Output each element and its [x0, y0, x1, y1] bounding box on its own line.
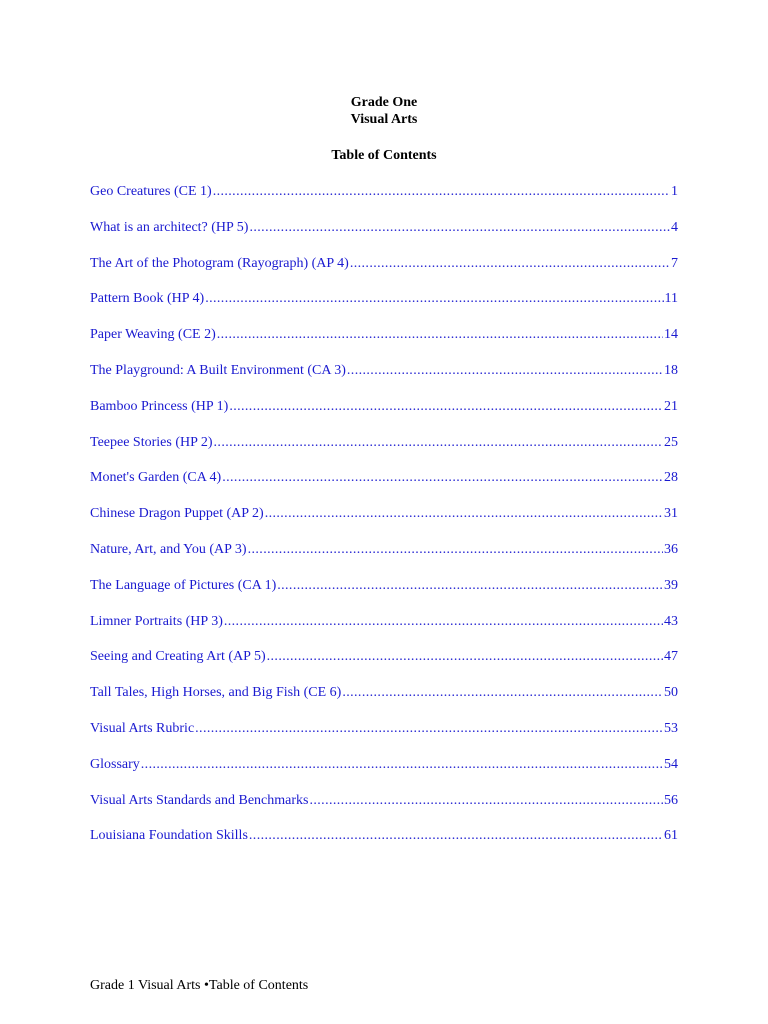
toc-entry[interactable]	[90, 255, 678, 291]
toc-entry[interactable]	[90, 756, 678, 792]
footer-left-text: Grade 1 Visual Arts	[90, 978, 204, 993]
toc-entry[interactable]	[90, 469, 678, 505]
toc-entry[interactable]	[90, 219, 678, 255]
toc-entry-page-number[interactable]: 61	[664, 828, 678, 844]
toc-entry-title[interactable]: Tall Tales, High Horses, and Big Fish (CE 6)	[90, 685, 342, 701]
toc-entry-title[interactable]: Monet's Garden (CA 4)	[90, 470, 222, 486]
toc-entry-title[interactable]: Limner Portraits (HP 3)	[90, 613, 223, 629]
toc-entry[interactable]	[90, 505, 678, 541]
toc-entry[interactable]	[90, 827, 678, 863]
toc-entry[interactable]	[90, 326, 678, 362]
toc-entry-title[interactable]: What is an architect? (HP 5)	[90, 219, 249, 235]
toc-entry-page-number[interactable]: 14	[664, 327, 678, 343]
toc-entry[interactable]	[90, 183, 678, 219]
toc-entry-title[interactable]: Chinese Dragon Puppet (AP 2)	[90, 506, 264, 522]
footer-right-text: Table of Contents	[208, 978, 309, 993]
toc-entry-page-number[interactable]: 50	[664, 685, 678, 701]
toc-entry-page-number[interactable]: 18	[664, 362, 678, 378]
toc-dot-leader	[248, 541, 663, 558]
toc-entry-page-number[interactable]: 11	[664, 291, 678, 307]
toc-entry-title[interactable]: The Art of the Photogram (Rayograph) (AP 4)	[90, 255, 349, 271]
toc-entry-page-number[interactable]: 21	[664, 398, 678, 414]
toc-dot-leader	[222, 469, 663, 486]
toc-entry-title[interactable]: Teepee Stories (HP 2)	[90, 434, 213, 450]
toc-entry[interactable]	[90, 613, 678, 649]
toc-entry[interactable]	[90, 720, 678, 756]
document-header	[0, 94, 768, 128]
toc-entry-title[interactable]: Glossary	[90, 756, 140, 772]
toc-dot-leader	[214, 434, 663, 451]
toc-entry-title[interactable]: Louisiana Foundation Skills	[90, 828, 248, 844]
toc-entry[interactable]	[90, 434, 678, 470]
toc-entry[interactable]	[90, 577, 678, 613]
toc-dot-leader	[229, 398, 663, 415]
toc-entry-title[interactable]: The Language of Pictures (CA 1)	[90, 577, 277, 593]
toc-dot-leader	[224, 613, 663, 630]
toc-dot-leader	[277, 577, 663, 594]
toc-entry-title[interactable]: Bamboo Princess (HP 1)	[90, 398, 229, 414]
toc-dot-leader	[249, 827, 663, 844]
toc-dot-leader	[350, 255, 670, 272]
toc-entry-page-number[interactable]: 36	[664, 541, 678, 557]
page-footer	[90, 977, 308, 994]
toc-entry-page-number[interactable]: 28	[664, 470, 678, 486]
toc-dot-leader	[213, 183, 670, 200]
toc-entry-page-number[interactable]: 54	[664, 756, 678, 772]
toc-entry-page-number[interactable]: 53	[664, 720, 678, 736]
toc-entry-page-number[interactable]: 7	[671, 255, 678, 271]
toc-entry-title[interactable]: Seeing and Creating Art (AP 5)	[90, 649, 266, 665]
toc-entry-page-number[interactable]: 4	[671, 219, 678, 235]
toc-entry-page-number[interactable]: 1	[671, 184, 678, 199]
toc-entry-title[interactable]: Visual Arts Standards and Benchmarks	[90, 792, 309, 808]
toc-entry-title[interactable]: Nature, Art, and You (AP 3)	[90, 541, 247, 557]
toc-dot-leader	[342, 684, 663, 701]
toc-entry-title[interactable]: Pattern Book (HP 4)	[90, 291, 205, 307]
toc-dot-leader	[217, 326, 663, 343]
toc-dot-leader	[267, 648, 663, 665]
toc-dot-leader	[265, 505, 663, 522]
footer-bullet: •	[204, 978, 209, 993]
toc-dot-leader	[195, 720, 663, 737]
toc-entry-title[interactable]: Visual Arts Rubric	[90, 720, 195, 736]
toc-dot-leader	[347, 362, 663, 379]
toc-entry-page-number[interactable]: 47	[664, 649, 678, 665]
subject-title: Visual Arts	[350, 112, 418, 127]
toc-entry[interactable]	[90, 792, 678, 828]
toc-dot-leader	[309, 792, 663, 809]
toc-entry[interactable]	[90, 290, 678, 326]
toc-entry-page-number[interactable]: 39	[664, 577, 678, 593]
toc-dot-leader	[249, 219, 670, 236]
toc-entry[interactable]	[90, 398, 678, 434]
toc-entry-page-number[interactable]: 43	[664, 613, 678, 629]
toc-entry-page-number[interactable]: 31	[664, 506, 678, 522]
toc-entry[interactable]	[90, 541, 678, 577]
toc-entry-title[interactable]: The Playground: A Built Environment (CA 3)	[90, 362, 346, 378]
toc-list	[90, 183, 678, 863]
grade-title: Grade One	[350, 95, 418, 110]
toc-entry-title[interactable]: Geo Creatures (CE 1)	[90, 184, 212, 199]
toc-dot-leader	[141, 756, 663, 773]
toc-entry-page-number[interactable]: 25	[664, 434, 678, 450]
toc-entry[interactable]	[90, 684, 678, 720]
toc-entry[interactable]	[90, 648, 678, 684]
toc-entry[interactable]	[90, 362, 678, 398]
toc-entry-page-number[interactable]: 56	[664, 792, 678, 808]
toc-heading: Table of Contents	[331, 148, 437, 163]
toc-dot-leader	[205, 290, 663, 307]
toc-entry-title[interactable]: Paper Weaving (CE 2)	[90, 327, 216, 343]
